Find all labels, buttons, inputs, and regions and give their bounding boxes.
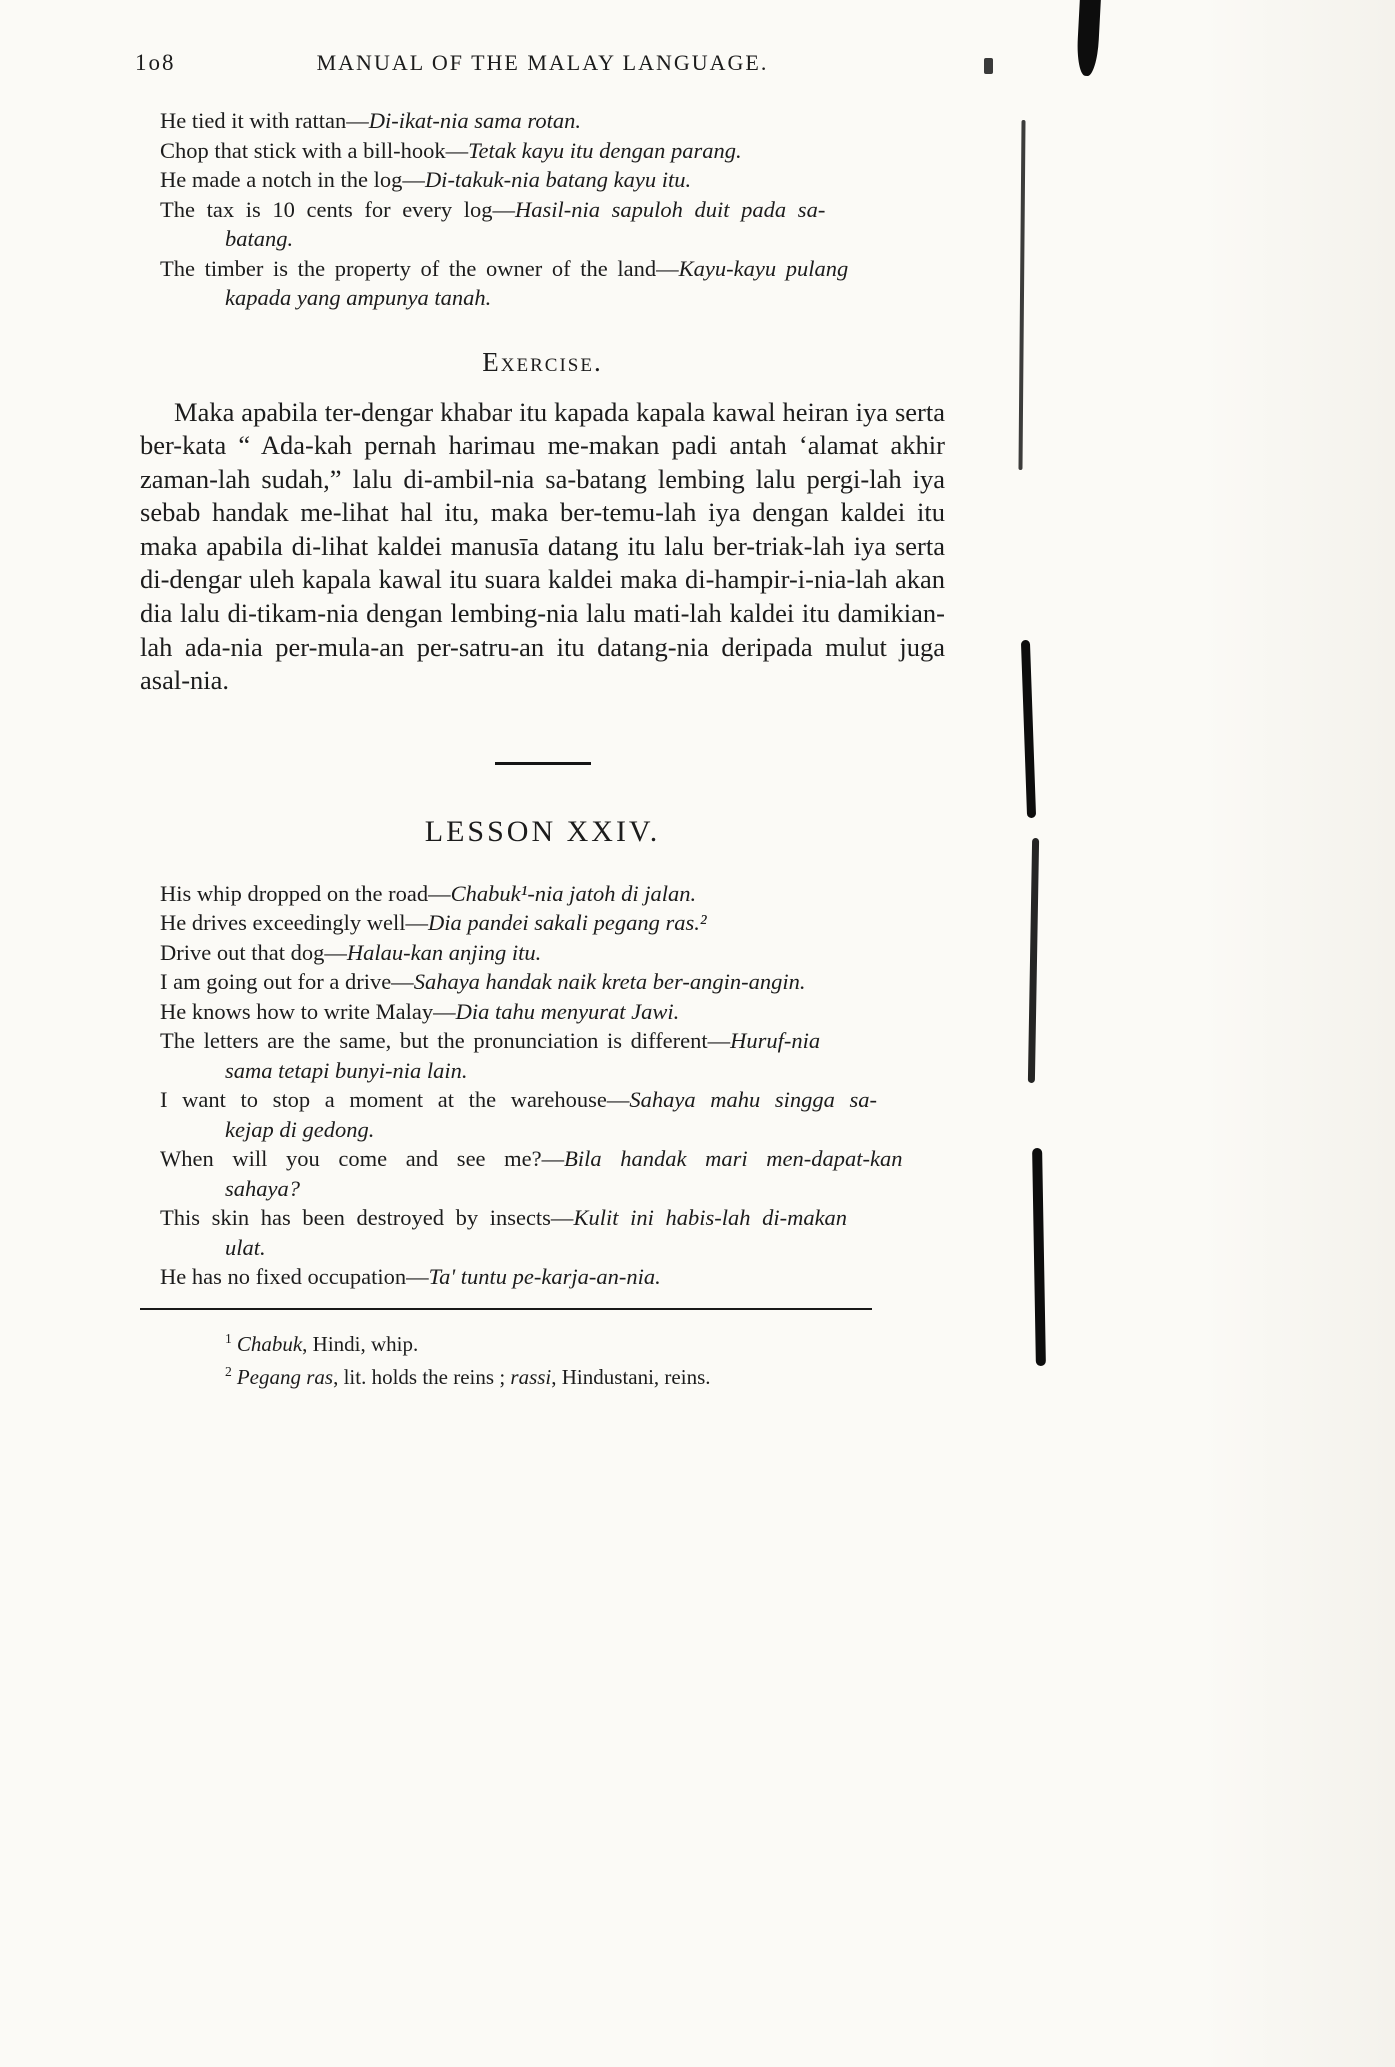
footnote-marker: 1: [225, 1330, 232, 1346]
malay-text: Bila handak mari men-dapat-kan: [564, 1146, 903, 1172]
scan-artifact: [1032, 1148, 1046, 1366]
lesson-heading: LESSON XXIV.: [424, 814, 661, 848]
sentence-item: [160, 195, 945, 254]
lesson-item: [160, 1203, 945, 1262]
malay-text: Chabuk¹-nia jatoh di jalan.: [450, 880, 697, 906]
malay-text: Di-takuk-nia batang kayu itu.: [424, 167, 692, 192]
lesson-item: [160, 967, 945, 997]
scan-artifact: [1018, 120, 1025, 470]
malay-text: sahaya?: [225, 1175, 300, 1201]
footnote: [225, 1325, 945, 1359]
running-title: MANUAL OF THE MALAY LANGUAGE.: [316, 50, 769, 75]
footnote-term: rassi: [510, 1365, 552, 1390]
sentence-item: [160, 165, 945, 195]
sentence-item: [160, 136, 945, 166]
footnote-rule: [140, 1308, 872, 1310]
footnotes: [225, 1325, 945, 1392]
malay-text: Kulit ini habis-lah di-makan: [573, 1205, 848, 1231]
page-content: [140, 106, 945, 1392]
lesson-item: [160, 1144, 945, 1203]
scan-artifact: [1021, 640, 1036, 818]
scan-artifact: [1076, 0, 1101, 76]
malay-text: Halau-kan anjing itu.: [346, 939, 542, 965]
malay-text: Ta' tuntu pe-karja-an-nia.: [428, 1264, 661, 1290]
sentence-item: [160, 254, 945, 313]
sentence-list: [160, 106, 945, 313]
sentence-item: [160, 106, 945, 136]
lesson-sentence-list: [160, 879, 945, 1292]
malay-text: Sahaya handak naik kreta ber-angin-angin.: [413, 969, 806, 995]
english-text: I am going out for a drive—: [160, 969, 414, 995]
malay-text: kapada yang ampunya tanah.: [225, 285, 492, 310]
lesson-item: [160, 879, 945, 909]
english-text: He knows how to write Malay—: [160, 998, 456, 1024]
malay-text: Hasil-nia sapuloh duit pada sa-: [515, 196, 826, 222]
malay-text: Dia tahu menyurat Jawi.: [455, 998, 680, 1024]
english-text: The timber is the property of the owner of the land—: [160, 255, 679, 281]
malay-text: ulat.: [225, 1234, 266, 1260]
lesson-item: [160, 1085, 945, 1144]
malay-text: sama tetapi bunyi-nia lain.: [225, 1057, 468, 1083]
lesson-item: [160, 908, 945, 938]
english-text: The letters are the same, but the pronunciation is different—: [160, 1028, 731, 1054]
english-text: His whip dropped on the road—: [160, 880, 451, 906]
english-text: He tied it with rattan—: [160, 108, 369, 133]
footnote-marker: 2: [225, 1364, 232, 1380]
footnote-text: , Hindi, whip.: [302, 1331, 419, 1356]
malay-text: Tetak kayu itu dengan parang.: [468, 137, 742, 163]
english-text: Drive out that dog—: [160, 939, 347, 965]
lesson-item: [160, 997, 945, 1027]
english-text: He made a notch in the log—: [160, 167, 425, 192]
footnote-text: , lit. holds the reins ;: [333, 1365, 511, 1390]
scan-artifact: [1028, 838, 1039, 1083]
malay-text: Di-ikat-nia sama rotan.: [368, 108, 581, 133]
english-text: When will you come and see me?—: [160, 1146, 565, 1172]
malay-text: batang.: [225, 226, 294, 251]
page-header: [135, 50, 945, 76]
malay-text: Huruf-nia: [730, 1028, 821, 1054]
english-text: The tax is 10 cents for every log—: [160, 196, 516, 222]
malay-text: Kayu-kayu pulang: [678, 255, 849, 281]
english-text: He has no fixed occupation—: [160, 1264, 429, 1290]
english-text: Chop that stick with a bill-hook—: [160, 137, 469, 163]
section-divider: [495, 762, 591, 765]
english-text: I want to stop a moment at the warehouse—: [160, 1087, 630, 1113]
page-number: 1o8: [135, 50, 176, 75]
exercise-paragraph: Maka apabila ter-dengar khabar itu kapada kapala kawal heiran iya serta ber-kata “ Ada-kah pernah harimau me-makan padi antah ‘alamat akhir zaman-lah sudah,” lalu di-ambil-nia sa-batang lembing lalu pergi-lah iya sebab handak me-lihat hal itu, maka ber-temu-lah iya dengan kaldei itu maka apabila di-lihat kaldei manusīa datang itu lalu ber-triak-lah iya serta di-dengar uleh kapala kawal itu suara kaldei maka di-hampir-i-nia-lah akan dia lalu di-tikam-nia dengan lembing-nia lalu mati-lah kaldei itu damikian-lah ada-nia per-mula-an per-satru-an itu datang-nia deripada mulut juga asal-nia.: [140, 396, 945, 696]
exercise-heading: Exercise.: [482, 346, 603, 377]
lesson-item: [160, 938, 945, 968]
lesson-item: [160, 1262, 945, 1292]
english-text: This skin has been destroyed by insects—: [160, 1205, 574, 1231]
footnote: [225, 1358, 945, 1392]
malay-text: kejap di gedong.: [225, 1116, 375, 1142]
english-text: He drives exceedingly well—: [160, 910, 429, 936]
malay-text: Dia pandei sakali pegang ras.²: [428, 910, 707, 936]
malay-text: Sahaya mahu singga sa-: [629, 1087, 878, 1113]
lesson-item: [160, 1026, 945, 1085]
footnote-term: Pegang ras: [236, 1365, 334, 1390]
footnote-text: , Hindustani, reins.: [551, 1365, 711, 1390]
footnote-term: Chabuk: [236, 1331, 303, 1356]
scan-artifact: [984, 58, 993, 74]
